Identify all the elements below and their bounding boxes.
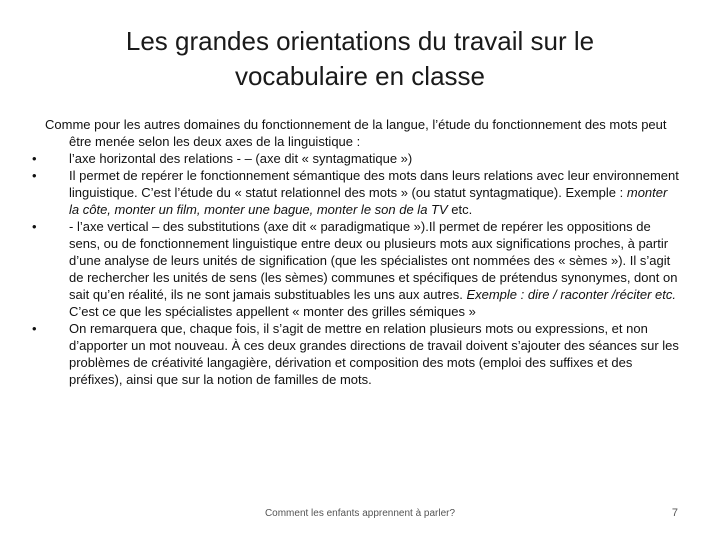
- bullet-icon: •: [32, 219, 37, 234]
- bullet-item-4: [32, 320, 680, 388]
- slide-footer: Comment les enfants apprennent à parler?: [264, 508, 456, 519]
- bullet-text: Il permet de repérer le fonctionnement sémantique des mots dans leurs relations avec leur environnement linguistique. C’est l’étude du « statut relationnel des mots » (ou statut syntagmatique). Exemple :: [69, 168, 679, 200]
- bullet-icon: •: [32, 151, 37, 166]
- bullet-item-3: [32, 218, 680, 320]
- bullet-text-end: C’est ce que les spécialistes appellent « monter des grilles sémiques »: [69, 304, 476, 319]
- bullet-text: - l’axe vertical – des substitutions (axe dit « paradigmatique »).Il permet de repérer les oppositions de sens, ou de fonctionnement linguistique entre deux ou plusieurs mots aux significations proches, à partir d’une analyse de leurs unités de signification (que les spécialistes ont nommées des « sèmes »). Il s’agit de rechercher les unités de sens (les sèmes) communes et spécifiques de prétendus synonymes, dont on sait qu’en réalité, ils ne sont jamais substituables les uns aux autres.: [69, 219, 678, 302]
- page-number: 7: [671, 507, 678, 519]
- title-line-1: Les grandes orientations du travail sur le: [125, 26, 595, 56]
- slide-body: [32, 116, 680, 388]
- bullet-example: Exemple : dire / raconter /réciter etc.: [466, 287, 676, 302]
- bullet-item-1: [32, 150, 680, 167]
- bullet-text: On remarquera que, chaque fois, il s’agit de mettre en relation plusieurs mots ou expressions, et non d’apporter un mot nouveau. À ces deux grandes directions de travail doivent s’ajouter des séances sur les problèmes de créativité langagière, dérivation et composition des mots (emploi des suffixes et des préfixes), ainsi que sur la notion de familles de mots.: [69, 321, 679, 387]
- bullet-item-2: [32, 167, 680, 218]
- bullet-icon: •: [32, 321, 37, 336]
- bullet-list: [32, 150, 680, 388]
- bullet-text: l’axe horizontal des relations - – (axe dit « syntagmatique »): [69, 151, 413, 166]
- slide-title: [60, 24, 660, 94]
- bullet-text-end: etc.: [447, 202, 473, 217]
- bullet-icon: •: [32, 168, 37, 183]
- title-line-2: vocabulaire en classe: [234, 61, 486, 91]
- intro-paragraph: Comme pour les autres domaines du fonctionnement de la langue, l’étude du fonctionnement des mots peut être menée selon les deux axes de la linguistique :: [45, 117, 667, 149]
- bullet-example: monter la côte, monter un film, monter une bague, monter le son de la TV: [69, 185, 668, 217]
